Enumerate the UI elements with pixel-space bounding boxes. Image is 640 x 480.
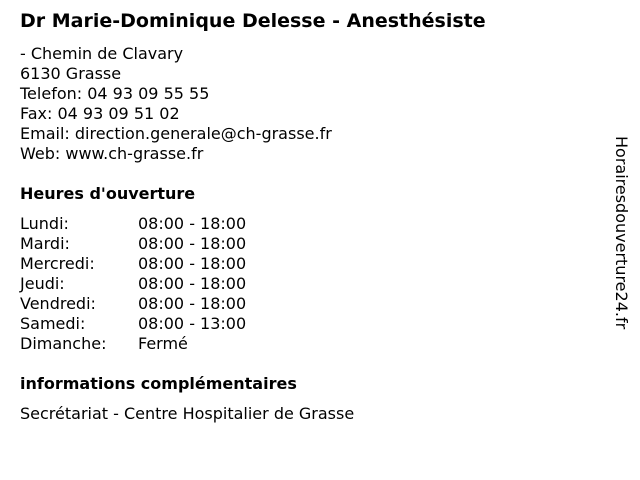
hours-day: Samedi: [20, 314, 86, 333]
hours-day: Lundi: [20, 214, 69, 233]
hours-row-monday [20, 214, 246, 234]
hours-row-sunday [20, 334, 246, 354]
phone-number: Telefon: 04 93 09 55 55 [20, 84, 210, 103]
hours-day: Mardi: [20, 234, 70, 253]
hours-time: 08:00 - 18:00 [138, 254, 247, 273]
watermark-site-label: Horairesdouverture24.fr [612, 136, 631, 330]
hours-day: Vendredi: [20, 294, 96, 313]
hours-time: 08:00 - 13:00 [138, 314, 247, 333]
website-address: Web: www.ch-grasse.fr [20, 144, 204, 163]
page-title: Dr Marie-Dominique Delesse - Anesthésiste [20, 10, 486, 32]
opening-hours-table [20, 214, 246, 354]
opening-hours-heading: Heures d'ouverture [20, 184, 196, 203]
hours-row-saturday [20, 314, 246, 334]
hours-day: Jeudi: [20, 274, 65, 293]
fax-number: Fax: 04 93 09 51 02 [20, 104, 180, 123]
hours-time: 08:00 - 18:00 [138, 274, 247, 293]
hours-row-friday [20, 294, 246, 314]
email-address: Email: direction.generale@ch-grasse.fr [20, 124, 332, 143]
address-city: 6130 Grasse [20, 64, 122, 83]
hours-row-thursday [20, 274, 246, 294]
hours-row-wednesday [20, 254, 246, 274]
hours-row-tuesday [20, 234, 246, 254]
contact-block [20, 44, 332, 164]
hours-time: 08:00 - 18:00 [138, 294, 247, 313]
hours-time: Fermé [138, 334, 188, 353]
additional-info-heading: informations complémentaires [20, 374, 297, 393]
additional-info-text: Secrétariat - Centre Hospitalier de Grasse [20, 404, 355, 423]
hours-day: Mercredi: [20, 254, 95, 273]
hours-time: 08:00 - 18:00 [138, 234, 247, 253]
hours-day: Dimanche: [20, 334, 107, 353]
hours-time: 08:00 - 18:00 [138, 214, 247, 233]
address-street: - Chemin de Clavary [20, 44, 184, 63]
